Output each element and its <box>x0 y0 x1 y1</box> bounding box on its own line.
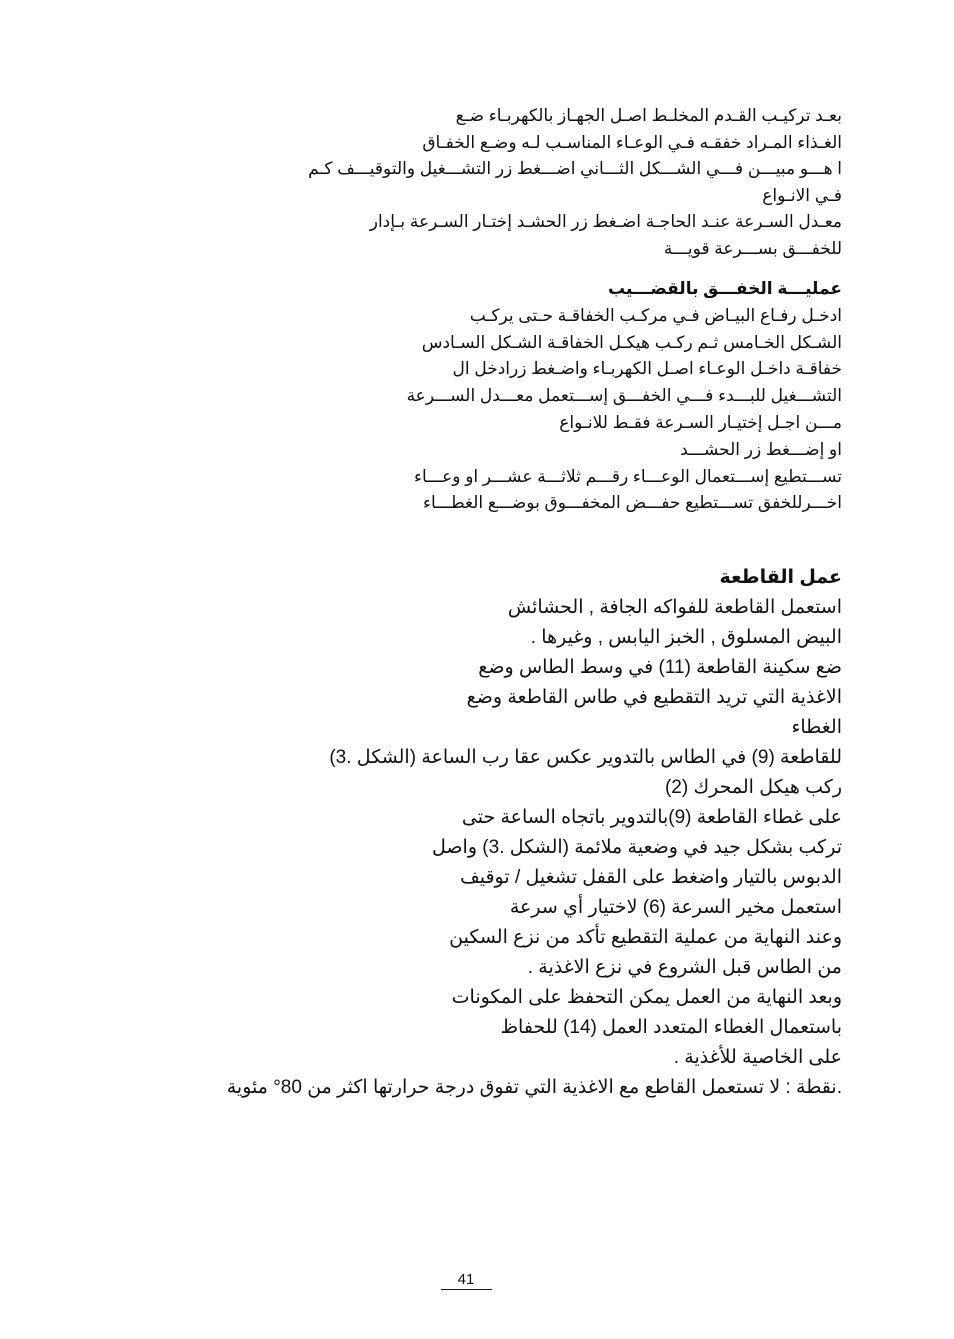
text-line: استعمل مخير السرعة (6) لاختيار أي سرعة <box>509 897 842 918</box>
text-line: للقاطعة (9) في الطاس بالتدوير عكس عقا رب الساعة (الشكل .3) <box>329 747 842 768</box>
text-line: تركب بشكل جيد في وضعية ملائمة (الشكل .3) واصل <box>432 837 842 858</box>
text-line: باستعمال الغطاء المتعدد العمل (14) للحفاظ <box>500 1017 842 1038</box>
text-line: الدبوس بالتيار واضغط على القفل تشغيل / توقيف <box>460 867 842 888</box>
page-number: 41 <box>457 1271 475 1288</box>
text-line: خفاقـة داخـل الوعـاء اصـل الكهربـاء واضـغط زرادخل ال <box>452 359 842 379</box>
text-line: ضع سكينة القاطعة (11) في وسط الطاس وضع <box>478 657 842 678</box>
text-line: من الطاس قبل الشروع في نزع الاغذية . <box>527 957 842 978</box>
text-line: الشـكل الخـامس ثـم ركـب هيكـل الخفاقـة الشـكل السـادس <box>421 332 842 352</box>
text-line: اخـــرللخفق تســـتطيع حفـــض المخفـــوق بوضـــع الغطـــاء <box>422 493 842 513</box>
text-line: مـــن اجـل إختيـار السـرعة فقـط للانـواع <box>559 412 842 432</box>
text-line: البيض المسلوق , الخبز اليابس , وغيرها . <box>530 627 842 648</box>
text-line: الغـذاء المـراد خفقـه فـي الوعـاء المناسـب لـه وضـع الخفـاق <box>422 132 842 152</box>
text-line: الاغذية التي تريد التقطيع في طاس القاطعة وضع <box>466 687 842 708</box>
section-chopper <box>227 563 842 1103</box>
safety-note: .نقطة : لا تستعمل القاطع مع الاغذية التي تفوق درجة حرارتها اكثر من 80° مئوية <box>226 1077 842 1098</box>
text-line: او إضـــغط زر الحشـــد <box>680 439 842 459</box>
section-heading: عمل القاطعة <box>719 567 842 588</box>
text-line: ركب هيكل المحرك (2) <box>664 777 842 798</box>
text-line: الغطاء <box>791 717 842 738</box>
text-line: استعمل القاطعة للفواكه الجافة , الحشائش <box>507 597 842 618</box>
text-line: وبعد النهاية من العمل يمكن التحفظ على المكونات <box>451 987 842 1008</box>
text-line: التشـــغيل للبـــدء فـــي الخفـــق إســـتعمل معـــدل الســـرعة <box>406 386 842 406</box>
section-whisking-intro <box>308 103 842 262</box>
text-line: بعـد تركيـب القـدم المخلـط اصـل الجهـاز بالكهربـاء ضـع <box>455 106 842 125</box>
section-heading: عمليـــة الخفـــق بالقضـــيب <box>607 279 842 298</box>
text-line: على غطاء القاطعة (9)بالتدوير باتجاه الساعة حتى <box>461 807 842 828</box>
text-line: معـدل السـرعة عنـد الحاجـة اضـغط زر الحشـد إختـار السـرعة بـإدار <box>369 212 842 231</box>
text-line: فـي الانـواع <box>762 185 842 205</box>
text-line: وعند النهاية من عملية التقطيع تأكد من نزع السكين <box>449 927 842 948</box>
text-line: ا هـــو مبيـــن فـــي الشـــكل الثـــاني اضـــغط زر التشـــغيل والتوقيـــف كـم <box>308 159 842 178</box>
text-line: تســـتطيع إســـتعمال الوعـــاء رقـــم ثلاثـــة عشـــر او وعـــاء <box>414 466 842 486</box>
text-line: ادخـل رفـاع البيـاض فـي مركـب الخفاقـة حـتى يركـب <box>469 305 842 325</box>
text-line: للخفـــق بســـرعة قويـــة <box>663 238 842 258</box>
text-line: على الخاصية للأغذية . <box>673 1047 842 1068</box>
page-number-underline <box>441 1289 492 1290</box>
section-whisking-rods <box>407 276 842 517</box>
